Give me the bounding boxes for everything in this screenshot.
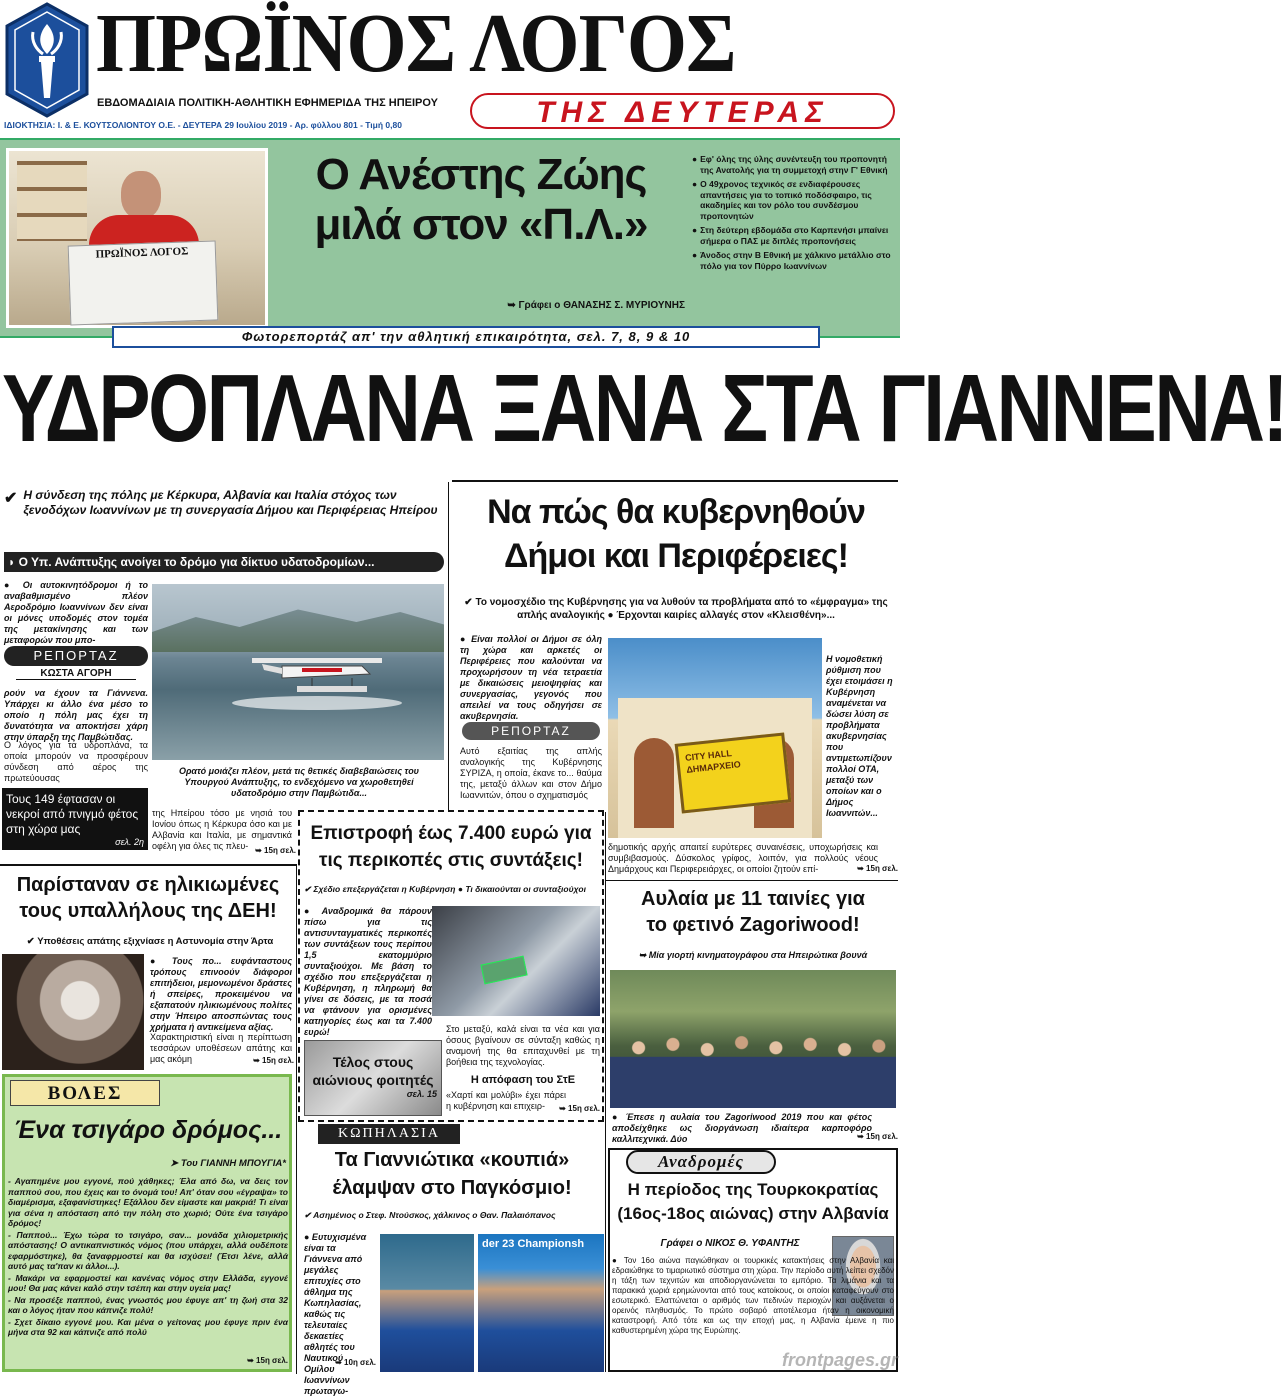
man-head	[121, 171, 161, 219]
rowing-headline-line1: Τα Γιαννιώτικα «κουπιά»	[334, 1149, 570, 1171]
pension-body: ● Αναδρομικά θα πάρουν πίσω για τις αντισυνταγματικές περικοπές των συντάξεων τους περίπου 1,5 εκατομμύριο συνταξιούχοι. Με βάση το σχέδιο που επεξεργάζεται η Κυβέρνηση, η πληρωμή θα γίνει σε δόσεις, με τα ποσά να φτάνουν για ορισμένες κατηγορίες έως και τα 7.400 ευρώ!	[304, 906, 432, 1037]
cityhall-photo	[608, 638, 822, 838]
rowing-continue: ➥ 10η σελ.	[335, 1358, 376, 1367]
bullet-text: Στη δεύτερη εβδομάδα στο Καρπενήσι μπαίνει σήμερα ο ΠΑΣ με διπλές προπονήσεις	[700, 225, 889, 246]
dei-headline-line1: Παρίσταναν σε ηλικιωμένες	[16, 874, 280, 896]
voles-paragraph: - Αγαπημένε μου εγγονέ, πού χάθηκες; Έλα από δω, να δεις τον παππού σου, που έχεις και το όνομά του! Απ' όταν σου «έγραψα» το διαμέρισμα, εξαφανίστηκες! Εξάλλου δεν είμαστε και μακριά! Τι είναι για σένα η απόσταση από την πόλη στο χωριό; Ούτε ένα τσιγάρο δρόμος!	[8, 1176, 288, 1228]
zagori-headline-line2: το φετινό Zagoriwood!	[646, 914, 860, 936]
bullet-dot-icon: ●	[692, 225, 698, 235]
rowing-label: ΚΩΠΗΛΑΣΙΑ	[318, 1124, 460, 1144]
hydro-deck	[4, 488, 444, 518]
hydro-body-top: ● Οι αυτοκινητόδρομοι ή το αναβαθμισμένο πλέον Αεροδρόμιο Ιωαννίνων δεν είναι οι μόνες υποδομές στον τομέα της μετακίνησης και των μεταφορών που μπο-	[4, 580, 148, 645]
govern-side-text: Η νομοθετική ρύθμιση που έχει ετοιμάσει η Κυβέρνηση αναμένεται να δώσει λύση σε προβλήματα ακυβερνησίας που αντιμετωπίζουν πολλοί ΟΤΑ, μεταξύ των οποίων και ο Δήμος Ιωαννιτών...	[826, 654, 893, 818]
top-feature-bullets	[692, 154, 896, 275]
bullet-dot-icon: ●	[692, 179, 698, 189]
column-rule	[448, 482, 449, 812]
history-byline: Γράφει ο ΝΙΚΟΣ Θ. ΥΦΑΝΤΗΣ	[660, 1238, 800, 1249]
voles-byline: ➤ Του ΓΙΑΝΝΗ ΜΠΟΥΓΙΑ*	[170, 1158, 286, 1169]
voles-text	[8, 1176, 288, 1338]
voles-paragraph: - Παππού... Έχω τώρα το τσιγάρο, σαν... μονάδα χιλιομετρικής απόστασης! Ο αντικαπνιστικός νόμος (που υπάρχει, αλλά ουδέποτε εφαρμόστηκε), θα ξαναφρμοστεί και θα ισχύσει! (Έτσι λένε, αλλά αυτό μας τα'παν κι άλλοι...).	[8, 1229, 288, 1271]
group-photo	[610, 970, 896, 1108]
dei-continue: ➥ 15η σελ.	[253, 1056, 294, 1065]
zagori-continue: ➥ 15η σελ.	[857, 1132, 898, 1141]
zagori-caption: ● Έπεσε η αυλαία του Zagoriwood 2019 που και φέτος αποδείχθηκε ως διοργάνωση ιδιαίτερα καρποφόρο καλλιτεχνικά. Δύο	[612, 1112, 872, 1144]
voles-title: Ένα τσιγάρο δρόμος...	[13, 1116, 283, 1144]
hydro-bar: ◗ Ο Υπ. Ανάπτυξης ανοίγει το δρόμο για δίκτυο υδατοδρομίων...	[4, 552, 444, 572]
history-headline	[610, 1178, 896, 1226]
cityhall-sign	[675, 732, 792, 813]
voles-label: ΒΟΛΕΣ	[10, 1080, 160, 1106]
masthead-tagline: ΤΗΣ ΔΕΥΤΕΡΑΣ	[470, 93, 895, 129]
masthead-info: ΙΔΙΟΚΤΗΣΙΑ: Ι. & Ε. ΚΟΥΤΣΟΛΙΟΝΤΟΥ Ο.Ε. - ΔΕΥΤΕΡΑ 29 Ιουλίου 2019 - Αρ. φύλλου 801 - Τιμή 0,80	[4, 120, 402, 130]
rowing-deck: ✔ Ασημένιος ο Στεφ. Ντούσκος, χάλκινος ο Θαν. Παλαιόπανος	[304, 1210, 556, 1220]
ste-body: «Χαρτί και μολύβι» έχει πάρει η κυβέρνηση και επιχειρ-	[446, 1090, 566, 1111]
crowd	[610, 1022, 896, 1108]
history-label: Αναδρομές	[626, 1150, 776, 1174]
bullet-text: Εφ' όλης της ύλης συνέντευξη του προπονητή της Ανατολής για τη συμμετοχή στην Γ' Εθνική	[700, 154, 888, 175]
bullet-item	[692, 250, 896, 271]
govern-body3: δημοτικής αρχής απαιτεί ευρύτερες συναινέσεις, υποχωρήσεις και συμβιβασμούς. Δύσκολος γρίφος, λοιπόν, για πολλούς νέους Δημάρχους και Περιφερειάρχες, οι οποίοι ζητούν επί-	[608, 842, 878, 874]
govern-frame	[452, 480, 898, 482]
govern-body1: ● Είναι πολλοί οι Δήμοι σε όλη τη χώρα και αρκετές οι Περιφέρειες που καλούνται να προχωρήσουν τη νέα τετραετία με δικαιώσεις μειοψηφίας και συνεργασίας, γεγονός που απειλεί να τους οδηγήσει σε ακυβερνησία.	[460, 634, 602, 721]
rower1-photo	[380, 1234, 474, 1372]
dei-divider	[0, 864, 296, 866]
elderly-woman-photo	[2, 954, 144, 1070]
history-headline-line1: Η περίοδος της Τουρκοκρατίας	[627, 1180, 879, 1199]
ste-title: Η απόφαση του ΣτΕ	[470, 1074, 576, 1086]
zagori-deck: ➥ Μία γιορτή κινηματογράφου στα Ηπειρώτικα βουνά	[638, 950, 868, 960]
top-feature-byline: ➥ Γράφει ο ΘΑΝΑΣΗΣ Σ. ΜΥΡΙΟΥΝΗΣ	[507, 300, 685, 311]
top-feature-headline	[276, 150, 686, 250]
column-rule	[605, 812, 606, 1372]
history-body: ● Τον 16ο αιώνα παγιώθηκαν οι τουρκικές κατακτήσεις στην Αλβανία και εδραιώθηκε το τιμαριωτικό σύστημα στη χώρα. Την περίοδο αυτή λείπει σχεδόν η τάξη των τεχνιτών και αποδιοργανώνεται το εμπόριο. Τα λιμάνια και τα παρακικά χωριά ερημώνονται από τους κατοίκους, οι οποίοι καταφεύγουν στο εσωτερικό. Ελαττώνεται ο αριθμός των πεδινών περιοχών και αυξάνεται ο ορεινός πληθυσμός. Το πρώτο σοβαρό αποτέλεσμα ήταν η οικονομική καταστροφή. Από τότε και ως την εποχή μας, η Αλβανία έμεινε η πιο καθυστερημένη χώρα της Ευρώπης.	[612, 1256, 894, 1335]
check-icon: ✔	[4, 490, 18, 507]
hydro-photo-caption: Ορατό μοιάζει πλέον, μετά τις θετικές διαβεβαιώσεις του Υπουργού Ανάπτυξης, το ενδεχόμενο να χωροθετηθεί υδατοδρόμιο στην Παμβώτιδα...	[178, 766, 420, 798]
bullet-item	[692, 179, 896, 221]
bullet-text: Ο 49χρονος τεχνικός σε ενδιαφέρουσες απαντήσεις για το τοπικό ποδόσφαιρο, τις ακαδημίες και τον ρόλο του συνδέσμου προπονητών	[700, 179, 872, 221]
column-rule	[296, 864, 297, 1374]
top-feature-headline-line2: μιλά στον «Π.Λ.»	[314, 200, 648, 249]
zagori-headline-line1: Αυλαία με 11 ταινίες για	[641, 888, 865, 910]
zagori-headline	[608, 886, 898, 938]
pension-deck: ✔ Σχέδιο επεξεργάζεται η Κυβέρνηση ● Τι δικαιούνται οι συνταξιούχοι	[304, 884, 586, 894]
top-feature-headline-line1: Ο Ανέστης Ζώης	[315, 150, 647, 199]
bullet-text: Άνοδος στην Β Εθνική με χάλκινο μετάλλιο στο πόλο για τον Πύρρο Ιωαννίνων	[700, 250, 891, 271]
govern-continue: ➥ 15η σελ.	[857, 864, 898, 873]
govern-deck: ✔ Το νομοσχέδιο της Κυβέρνησης για να λυθούν τα προβλήματα από το «έμφραγμα» της απλής αναλογικής ● Έρχονται καιρίες αλλαγές στον «Κλεισθένη»...	[464, 597, 888, 621]
voles-paragraph: - Να προσέξε παππού, ένας γνωστός μου έφυγε απ' τη ζωή στα 32 και ο λόγος ήταν που κάπνιζε πολύ!	[8, 1294, 288, 1315]
masthead-subtitle: ΕΒΔΟΜΑΔΙΑΙΑ ΠΟΛΙΤΙΚΗ-ΑΘΛΗΤΙΚΗ ΕΦΗΜΕΡΙΔΑ ΤΗΣ ΗΠΕΙΡΟΥ	[97, 97, 438, 109]
students-page: σελ. 15	[406, 1089, 437, 1099]
rowing-body: ● Ευτυχισμένα είναι τα Γιάννενα από μεγάλες επιτυχίες στο άθλημα της Κωπηλασίας, καθώς τις τελευταίες δεκαετίες αθλητές του Ναυτικού Ομίλου Ιωαννίνων πρωταγω-	[304, 1232, 367, 1396]
seaplane-icon	[242, 644, 392, 704]
hydro-report-label: ΡΕΠΟΡΤΑΖ	[4, 646, 148, 666]
deaths-box	[2, 788, 148, 850]
dei-body: ● Τους πο... ευφάνταστους τρόπους επινοούν διάφοροι επιτήδειοι, μεμονωμένοι δράστες ή σπείρες, προκειμένου να εξαπατούν ηλικιωμένους πολίτες στην Ήπειρο αποσπώντας τους χρήματα ή αντικείμενα αξίας.	[150, 956, 292, 1032]
bullet-item	[692, 225, 896, 246]
students-box	[304, 1040, 442, 1116]
hydro-deck-text: Η σύνδεση της πόλης με Κέρκυρα, Αλβανία και Ιταλία στόχος των ξενοδόχων Ιωαννίνων με τη συνεργασία Δήμου και Περιφέρειας Ηπείρου	[23, 488, 438, 517]
newspaper-in-photo	[68, 240, 219, 325]
cityhall-sign-text: CITY HALL ΔΗΜΑΡΧΕΙΟ	[684, 748, 742, 775]
govern-report-label: ΡΕΠΟΡΤΑΖ	[462, 722, 600, 740]
pension-headline-line1: Επιστροφή έως 7.400 ευρώ για	[310, 823, 592, 844]
dei-body2: Χαρακτηριστική είναι η περίπτωση τεσσάρων υποθέσεων απάτης και μας ακόμη	[150, 1032, 292, 1064]
voles-continue: ➥ 15η σελ.	[247, 1356, 288, 1365]
rowing-headline-line2: έλαμψαν στο Παγκόσμιο!	[332, 1177, 572, 1199]
masthead-title: ΠΡΩΪΝΟΣ ΛΟΓΟΣ	[96, 0, 736, 90]
championship-banner: der 23 Championsh	[482, 1238, 585, 1250]
watermark: frontpages.gr	[781, 1350, 898, 1370]
govern-headline-line2: Δήμοι και Περιφέρειες!	[504, 537, 848, 575]
hydro-body-mid: ρούν να έχουν τα Γιάννενα. Υπάρχει κι άλλο ένα μέσο το οποίο η πόλη μας έχει τη δυνατότητα να αποκτήσει χάρη στην ύπαρξη της Παμβώτιδας.	[4, 688, 148, 742]
dei-headline	[2, 872, 294, 924]
hydro-report-author: ΚΩΣΤΑ ΑΓΟΡΗ	[16, 668, 136, 680]
govern-headline-line1: Να πώς θα κυβερνηθούν	[487, 493, 865, 531]
deaths-page: σελ. 2η	[115, 837, 144, 847]
water-splash	[232, 696, 402, 710]
banknotes	[480, 956, 527, 985]
history-headline-line2: (16ος-18ος αιώνας) στην Αλβανία	[617, 1204, 889, 1223]
rowing-headline	[300, 1146, 604, 1202]
pension-continue: ➥ 15η σελ.	[559, 1104, 600, 1113]
govern-headline	[454, 490, 898, 578]
dei-headline-line2: τους υπαλλήλους της ΔΕΗ!	[19, 900, 277, 922]
hydro-body-mid2: Ο λόγος για τα υδροπλάνα, τα οποία μπορούν να προσφέρουν σύνδεση από αέρος της πρωτεύουσας	[4, 740, 148, 783]
bookshelf	[17, 161, 87, 241]
masthead	[0, 0, 900, 140]
pension-headline-line2: τις περικοπές στις συντάξεις!	[319, 850, 583, 871]
photo-report-bar: Φωτορεπορτάζ απ' την αθλητική επικαιρότητα, σελ. 7, 8, 9 & 10	[112, 326, 820, 348]
dei-deck: ✔ Υποθέσεις απάτης εξιχνίασε η Αστυνομία στην Άρτα	[26, 936, 274, 947]
torch-logo	[3, 2, 91, 118]
hydroplane-photo	[152, 584, 444, 760]
voles-paragraph: - Μακάρι να εφαρμοστεί και κανένας νόμος στην Ελλάδα, εγγονέ μου! Θα μας κάνει καλό στην τσέπη και στην υγεία μας!	[8, 1272, 288, 1293]
voles-paragraph: - Σχετ δίκαιο εγγονέ μου. Και μένα ο γείτονας μου έφυγε πριν ένα μήνα στα 92 και κάπνιζε από πολύ	[8, 1316, 288, 1337]
column-rule	[606, 880, 898, 881]
bullet-item	[692, 154, 896, 175]
govern-body2: Αυτό εξαιτίας της απλής αναλογικής της Κυβέρνησης ΣΥΡΙΖΑ, η οποία, έκανε το... θαύμα της, μεταξύ άλλων και στον Δήμο Ιωαννιτών, όπου ο σχηματισμός	[460, 746, 602, 800]
bullet-dot-icon: ●	[692, 250, 698, 260]
building-arch	[634, 738, 674, 828]
hydro-body-bottom: της Ηπείρου τόσο με νησιά του Ιονίου όπως η Κέρκυρα όσο και με Αλβανία και Ιταλία, με σημαντικά οφέλη για όλες τις πλευ-	[152, 808, 292, 851]
rower2-photo	[478, 1234, 604, 1372]
atm-photo	[432, 906, 600, 1016]
deaths-text: Τους 149 έφτασαν οι νεκροί από πνιγμό φέτος στη χώρα μας	[6, 792, 139, 836]
hydro-continue: ➥ 15η σελ.	[255, 846, 296, 855]
students-title: Τέλος στους αιώνιους φοιτητές	[312, 1054, 434, 1088]
coach-photo	[6, 148, 268, 328]
top-feature-box	[0, 138, 900, 338]
main-headline: ΥΔΡΟΠΛΑΝΑ ΞΑΝΑ ΣΤΑ ΓΙΑΝΝΕΝΑ!	[2, 355, 1286, 462]
pension-headline	[300, 820, 602, 874]
newspaper-in-photo-title: ΠΡΩΪΝΟΣ ΛΟΓΟΣ	[95, 245, 189, 261]
pension-body2: Στο μεταξύ, καλά είναι τα νέα και για όσους βγαίνουν σε σύνταξη καθώς η αναμονή της θα επιταχυνθεί με τη βοήθεια της τεχνολογίας.	[446, 1024, 600, 1067]
bullet-dot-icon: ●	[692, 154, 698, 164]
